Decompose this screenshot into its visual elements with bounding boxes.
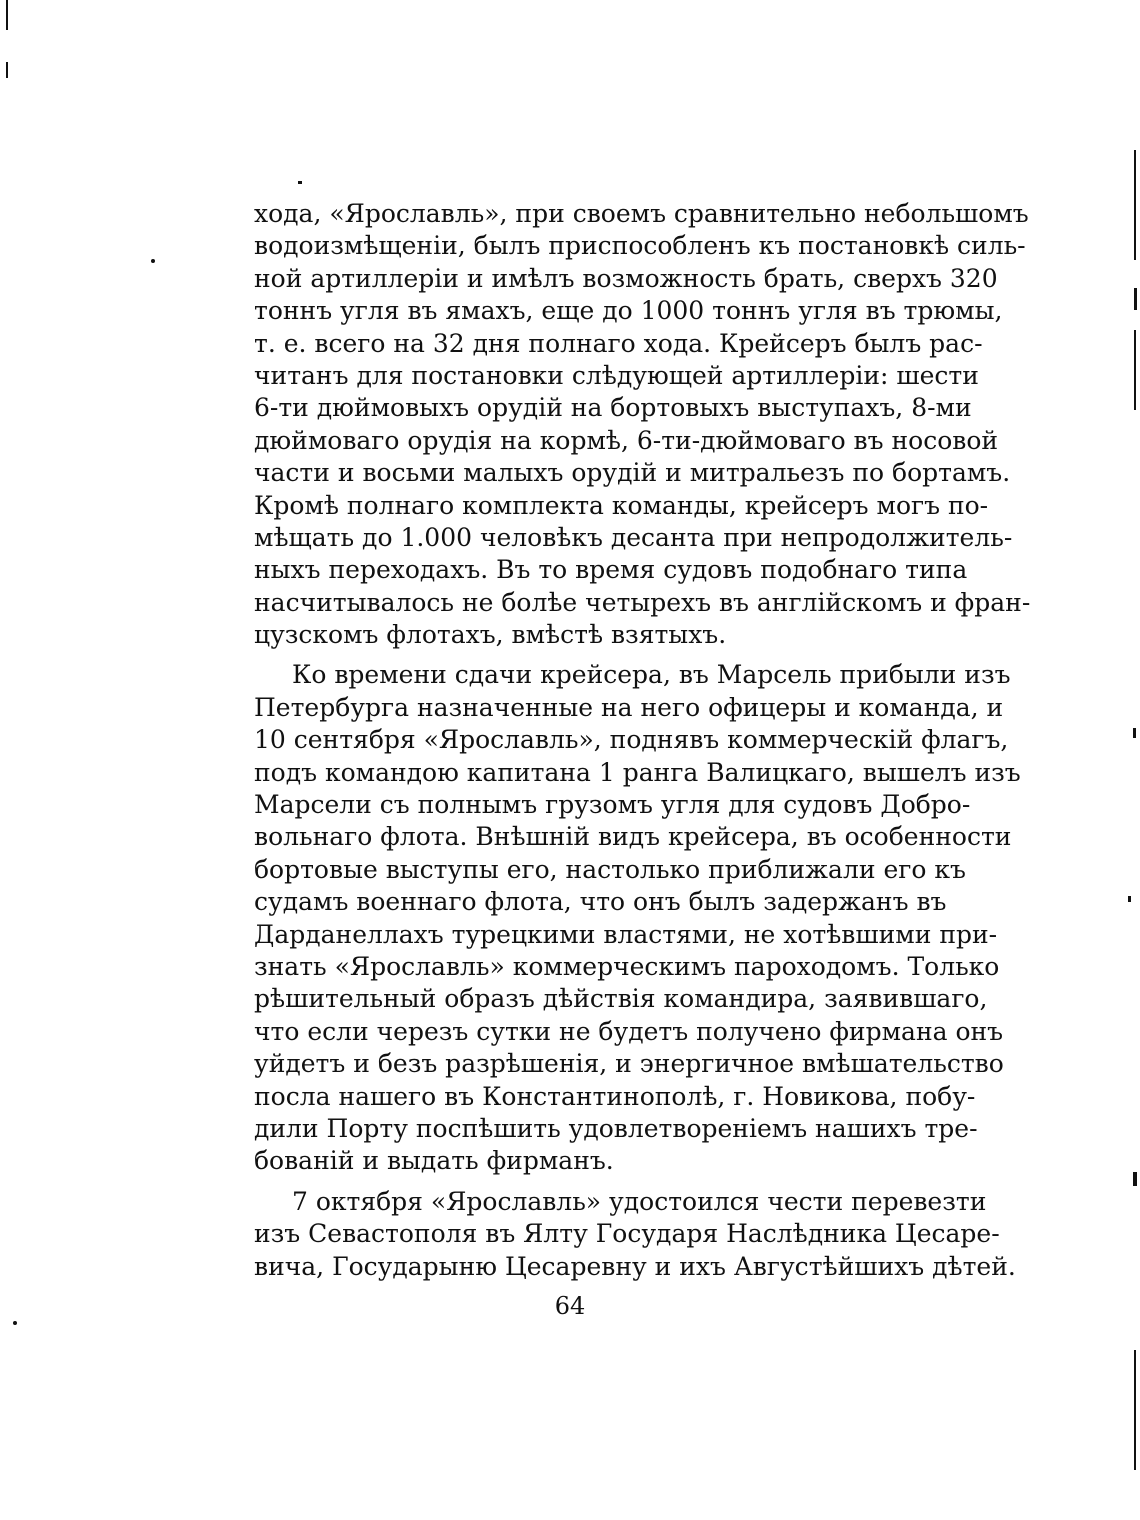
scan-edge-mark	[1134, 330, 1136, 410]
text-line: водоизмѣщеніи, былъ приспособленъ къ постановкѣ силь-	[254, 231, 1026, 261]
text-line: хода, «Ярославль», при своемъ сравнительно небольшомъ	[254, 199, 1029, 228]
scan-speck	[13, 1321, 17, 1325]
text-line: изъ Севастополя въ Ялту Государя Наслѣдника Цесаре-	[254, 1219, 1000, 1249]
text-line: насчитывалось не болѣе четырехъ въ англійскомъ и фран-	[254, 587, 1031, 617]
paragraph-3	[254, 1186, 1016, 1283]
text-line: читанъ для постановки слѣдующей артиллеріи: шести	[254, 360, 979, 390]
text-line: уйдетъ и безъ разрѣшенія, и энергичное вмѣшательство	[254, 1049, 1004, 1079]
text-line: Дарданеллахъ турецкими властями, не хотѣвшими при-	[254, 919, 998, 949]
text-line: Марсели съ полнымъ грузомъ угля для судовъ Добро-	[254, 790, 971, 820]
text-line: судамъ военнаго флота, что онъ былъ задержанъ въ	[254, 887, 947, 917]
text-line: посла нашего въ Константинополѣ, г. Новикова, побу-	[254, 1081, 976, 1111]
text-line: дюймоваго орудія на кормѣ, 6-ти-дюймоваго въ носовой	[254, 425, 999, 455]
text-line: бортовые выступы его, настолько приближали его къ	[254, 854, 966, 884]
text-line: Ко времени сдачи крейсера, въ Марсель прибыли изъ	[292, 660, 1011, 690]
text-line: вича, Государыню Цесаревну и ихъ Августѣйшихъ дѣтей.	[254, 1251, 1016, 1281]
text-line: знать «Ярославль» коммерческимъ пароходомъ. Только	[254, 951, 1000, 981]
text-line: части и восьми малыхъ орудій и митральезъ по бортамъ.	[254, 458, 1011, 488]
text-line: что если черезъ сутки не будетъ получено фирмана онъ	[254, 1016, 1004, 1046]
paragraph-1	[254, 198, 1031, 651]
text-line: 10 сентября «Ярославль», поднявъ коммерческій флагъ,	[254, 725, 1009, 755]
text-line: бованій и выдать фирманъ.	[254, 1146, 614, 1176]
text-line: 7 октября «Ярославль» удостоился чести перевезти	[292, 1186, 987, 1216]
text-line: вольнаго флота. Внѣшній видъ крейсера, въ особенности	[254, 822, 1012, 852]
text-line: подъ командою капитана 1 ранга Валицкаго, вышелъ изъ	[254, 757, 1021, 787]
paragraph-2	[254, 659, 1021, 1177]
scan-edge-mark	[1134, 150, 1136, 260]
scan-speck	[151, 259, 155, 263]
text-line: Петербурга назначенные на него офицеры и команда, и	[254, 692, 1004, 722]
text-line: 6-ти дюймовыхъ орудій на бортовыхъ выступахъ, 8-ми	[254, 393, 972, 423]
scan-edge-mark	[1134, 288, 1137, 310]
text-line: т. е. всего на 32 дня полнаго хода. Крейсеръ былъ рас-	[254, 328, 983, 358]
text-line: рѣшительный образъ дѣйствія командира, заявившаго,	[254, 984, 988, 1014]
scan-edge-mark	[1134, 1350, 1136, 1470]
page-number: 64	[554, 1292, 586, 1320]
scan-speck	[1128, 896, 1131, 902]
text-line: дили Порту поспѣшить удовлетвореніемъ нашихъ тре-	[254, 1113, 978, 1143]
text-line: цузскомъ флотахъ, вмѣстѣ взятыхъ.	[254, 620, 727, 650]
scan-speck	[298, 181, 302, 184]
text-line: тоннъ угля въ ямахъ, еще до 1000 тоннъ угля въ трюмы,	[254, 296, 1003, 326]
scan-edge-mark	[1133, 728, 1136, 738]
paragraph-gap	[254, 651, 944, 659]
text-line: мѣщать до 1.000 человѣкъ десанта при непродолжитель-	[254, 522, 1013, 552]
body-text	[254, 198, 1031, 1283]
scan-edge-mark	[6, 62, 8, 78]
paragraph-gap	[254, 1178, 944, 1186]
scan-edge-mark	[1133, 1172, 1137, 1186]
text-line: ныхъ переходахъ. Въ то время судовъ подобнаго типа	[254, 555, 968, 585]
text-line: ной артиллеріи и имѣлъ возможность брать, сверхъ 320	[254, 263, 998, 293]
text-line: Кромѣ полнаго комплекта команды, крейсеръ могъ по-	[254, 490, 989, 520]
scan-edge-mark	[6, 0, 8, 30]
